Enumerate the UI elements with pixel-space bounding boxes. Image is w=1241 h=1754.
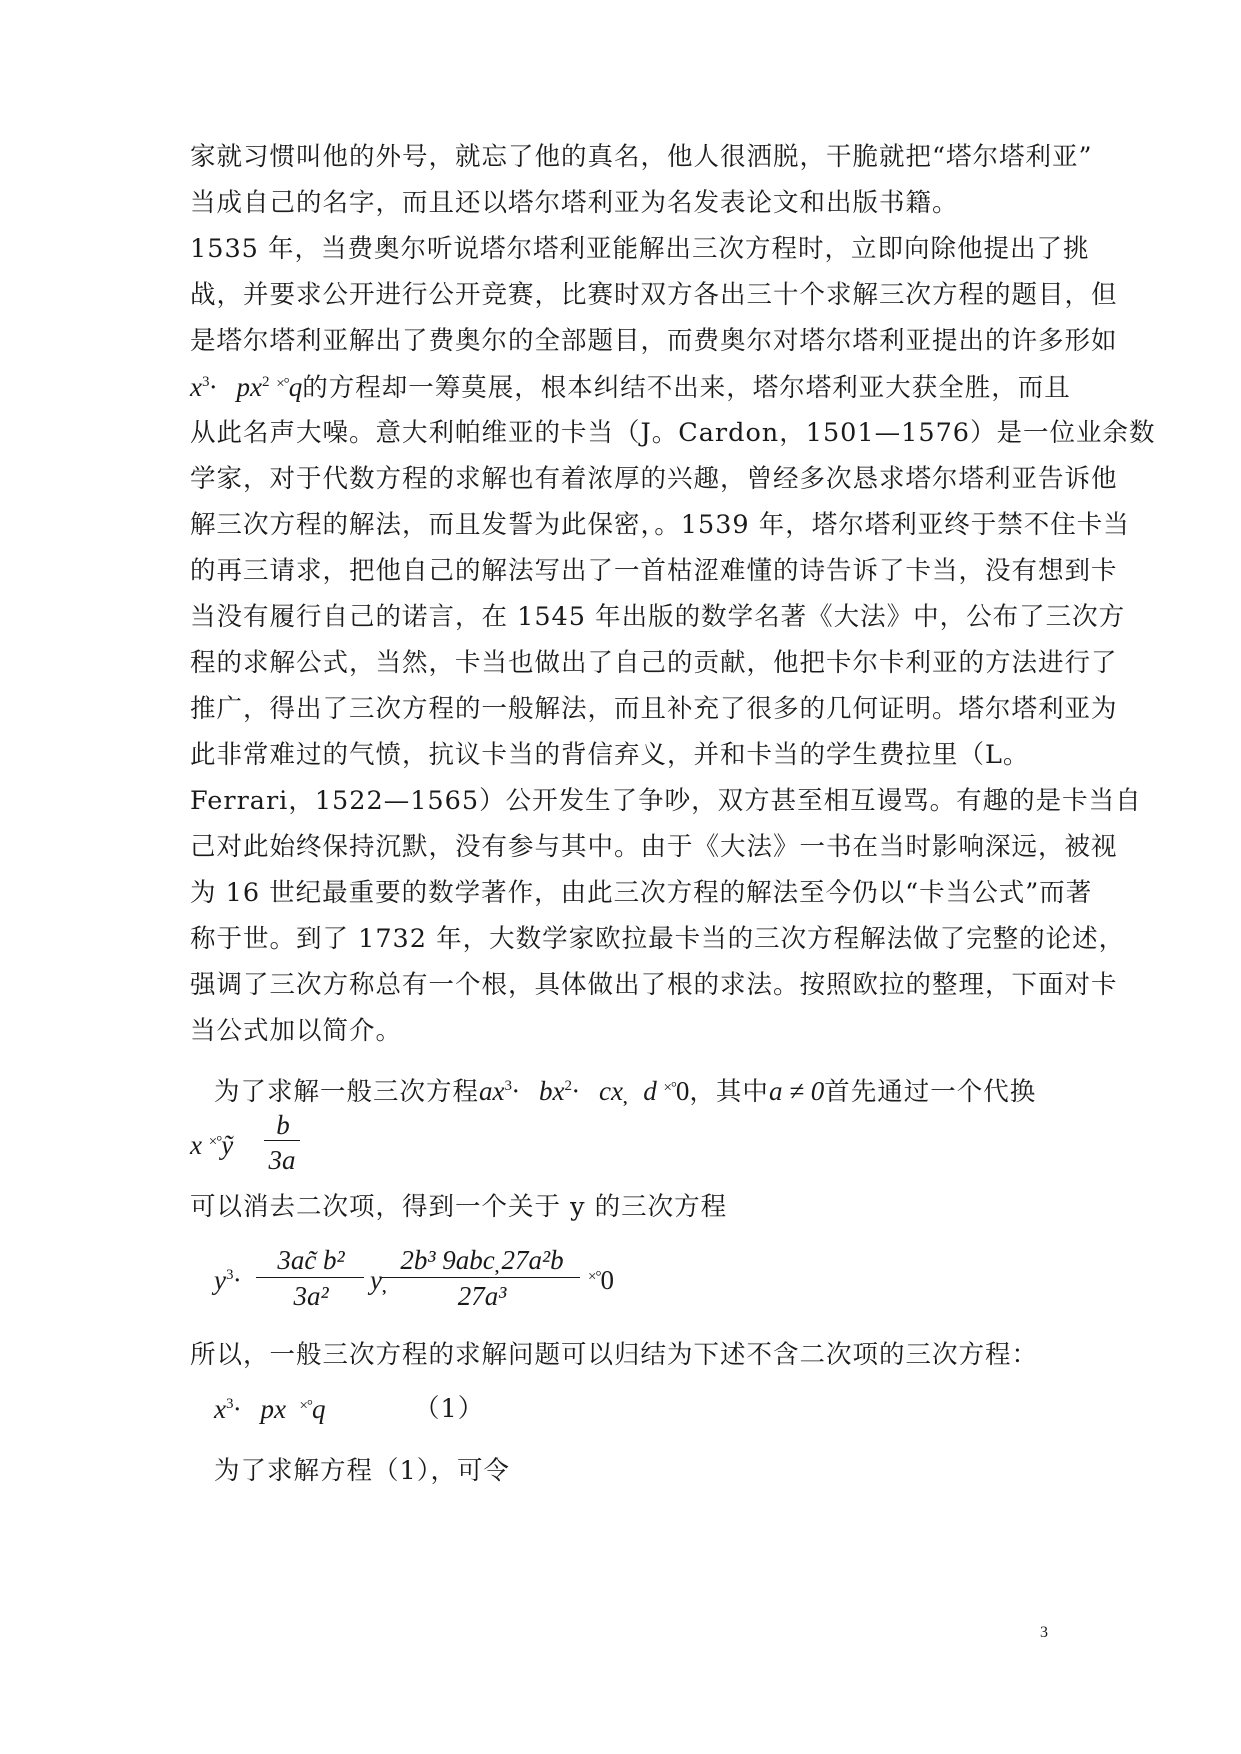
paragraph-line: Ferrari，1522—1565）公开发生了争吵，双方甚至相互谩骂。有趣的是卡当自 bbox=[190, 786, 1142, 816]
paragraph-line: 当成自己的名字，而且还以塔尔塔利亚为名发表论文和出版书籍。 bbox=[190, 188, 959, 218]
fraction-bar bbox=[382, 1277, 580, 1278]
paragraph-line: 为了求解方程（1），可令 bbox=[214, 1456, 510, 1486]
eq-garbled-symbol: · bbox=[233, 1265, 241, 1295]
paragraph-text: ，其中 bbox=[689, 1077, 769, 1107]
paragraph-line: 所以，一般三次方程的求解问题可以归结为下述不含二次项的三次方程： bbox=[190, 1340, 1039, 1370]
paragraph-line: 己对此始终保持沉默，没有参与其中。由于《大法》一书在当时影响深远，被视 bbox=[190, 832, 1118, 862]
paragraph-line: 战，并要求公开进行公开竞赛，比赛时双方各出三十个求解三次方程的题目，但 bbox=[190, 280, 1118, 310]
eq-var: y̦ bbox=[370, 1265, 382, 1295]
eq-garbled-symbol: · bbox=[233, 1394, 241, 1424]
paragraph-line: 学家，对于代数方程的求解也有着浓厚的兴趣，曾经多次恳求塔尔塔利亚告诉他 bbox=[190, 464, 1118, 494]
fraction-numerator: 3ac̃ b² bbox=[277, 1245, 345, 1275]
eq-var: x bbox=[190, 372, 202, 402]
fraction-denominator: 27a³ bbox=[457, 1281, 507, 1311]
eq-var: y bbox=[214, 1265, 226, 1295]
fraction-denominator: 3a² bbox=[293, 1281, 329, 1311]
fraction-bar bbox=[264, 1140, 300, 1141]
fraction-bar bbox=[256, 1277, 364, 1278]
paragraph-line: 当没有履行自己的诺言，在 1545 年出版的数学名著《大法》中，公布了三次方 bbox=[190, 602, 1126, 632]
paragraph-line: 强调了三次方称总有一个根，具体做出了根的求法。按照欧拉的整理，下面对卡 bbox=[190, 970, 1118, 1000]
paragraph-text: 为了求解一般三次方程 bbox=[214, 1077, 480, 1107]
eq-var: x bbox=[214, 1394, 226, 1424]
paragraph-line: 是塔尔塔利亚解出了费奥尔的全部题目，而费奥尔对塔尔塔利亚提出的许多形如 bbox=[190, 326, 1118, 356]
eq-exponent: 2 bbox=[261, 374, 270, 390]
eq-var: q bbox=[311, 1394, 326, 1424]
paragraph-line: 称于世。到了 1732 年，大数学家欧拉最卡当的三次方程解法做了完整的论述， bbox=[190, 924, 1126, 954]
paragraph-line-with-equation bbox=[190, 370, 1070, 409]
paragraph-line: 可以消去二次项，得到一个关于 y 的三次方程 bbox=[190, 1192, 728, 1222]
paragraph-line: 当公式加以简介。 bbox=[190, 1016, 403, 1046]
inline-equation bbox=[190, 372, 302, 402]
inline-condition: a ≠ 0 bbox=[768, 1076, 825, 1106]
eq-number: 0 bbox=[600, 1265, 614, 1295]
eq-var: x bbox=[190, 1130, 202, 1160]
paragraph-text: 首先通过一个代换 bbox=[824, 1077, 1037, 1107]
eq-garbled-symbol: · bbox=[209, 372, 217, 402]
paragraph-text: 的方程却一筹莫展，根本纠结不出来，塔尔塔利亚大获全胜，而且 bbox=[302, 373, 1071, 403]
eq-term: bx bbox=[539, 1076, 565, 1106]
eq-garbled-symbol: ×° bbox=[663, 1080, 676, 1096]
eq-exponent: 3 bbox=[225, 1396, 234, 1412]
eq-garbled-symbol: ×° bbox=[208, 1134, 222, 1150]
paragraph-line: 从此名声大噪。意大利帕维亚的卡当（J。Cardon，1501—1576）是一位业余数 bbox=[190, 418, 1156, 448]
eq-var: d bbox=[643, 1076, 657, 1106]
paragraph-line: 程的求解公式，当然，卡当也做出了自己的贡献，他把卡尔卡利亚的方法进行了 bbox=[190, 648, 1118, 678]
eq-exponent: 3 bbox=[504, 1078, 512, 1094]
eq-exponent: 2 bbox=[564, 1078, 572, 1094]
fraction-denominator: 3a bbox=[268, 1145, 296, 1175]
eq-garbled-symbol: · bbox=[571, 1076, 579, 1106]
page-number: 3 bbox=[1040, 1624, 1048, 1641]
equation-label: （1） bbox=[414, 1394, 485, 1424]
paragraph-line: 推广，得出了三次方程的一般解法，而且补充了很多的几何证明。塔尔塔利亚为 bbox=[190, 694, 1118, 724]
inline-equation bbox=[479, 1076, 689, 1106]
eq-var: ỹ bbox=[221, 1130, 234, 1160]
eq-garbled-symbol: ×° bbox=[299, 1398, 312, 1414]
display-equation bbox=[214, 1394, 325, 1424]
eq-term: ax bbox=[479, 1076, 505, 1106]
eq-var: q bbox=[288, 372, 303, 402]
eq-exponent: 3 bbox=[225, 1267, 234, 1283]
eq-garbled-symbol: · bbox=[512, 1076, 519, 1106]
paragraph-line: 家就习惯叫他的外号，就忘了他的真名，他人很洒脱，干脆就把“塔尔塔利亚” bbox=[190, 142, 1093, 172]
eq-garbled-symbol: ×° bbox=[588, 1269, 601, 1285]
eq-number: 0 bbox=[675, 1076, 690, 1106]
paragraph-line-with-equation bbox=[214, 1074, 1094, 1113]
eq-exponent: 3 bbox=[201, 374, 210, 390]
eq-term: px bbox=[236, 372, 262, 402]
eq-garbled-symbol: ×° bbox=[276, 376, 289, 392]
eq-term: px bbox=[260, 1394, 286, 1424]
equation-1 bbox=[214, 1392, 1094, 1431]
fraction-numerator: 2b³ 9abc̦ 27a²b bbox=[400, 1245, 564, 1275]
paragraph-line: 为 16 世纪最重要的数学著作，由此三次方程的解法至今仍以“卡当公式”而著 bbox=[190, 878, 1093, 908]
paragraph-line: 1535 年，当费奥尔听说塔尔塔利亚能解出三次方程时，立即向除他提出了挑 bbox=[190, 234, 1090, 264]
eq-term: cx bbox=[598, 1076, 623, 1106]
paragraph-line: 的再三请求，把他自己的解法写出了一首枯涩难懂的诗告诉了卡当，没有想到卡 bbox=[190, 556, 1118, 586]
paragraph-line: 此非常难过的气愤，抗议卡当的背信弃义，并和卡当的学生费拉里（L。 bbox=[190, 740, 1030, 770]
fraction-numerator: b bbox=[276, 1110, 290, 1140]
paragraph-line: 解三次方程的解法，而且发誓为此保密，。1539 年，塔尔塔利亚终于禁不住卡当 bbox=[190, 510, 1130, 540]
